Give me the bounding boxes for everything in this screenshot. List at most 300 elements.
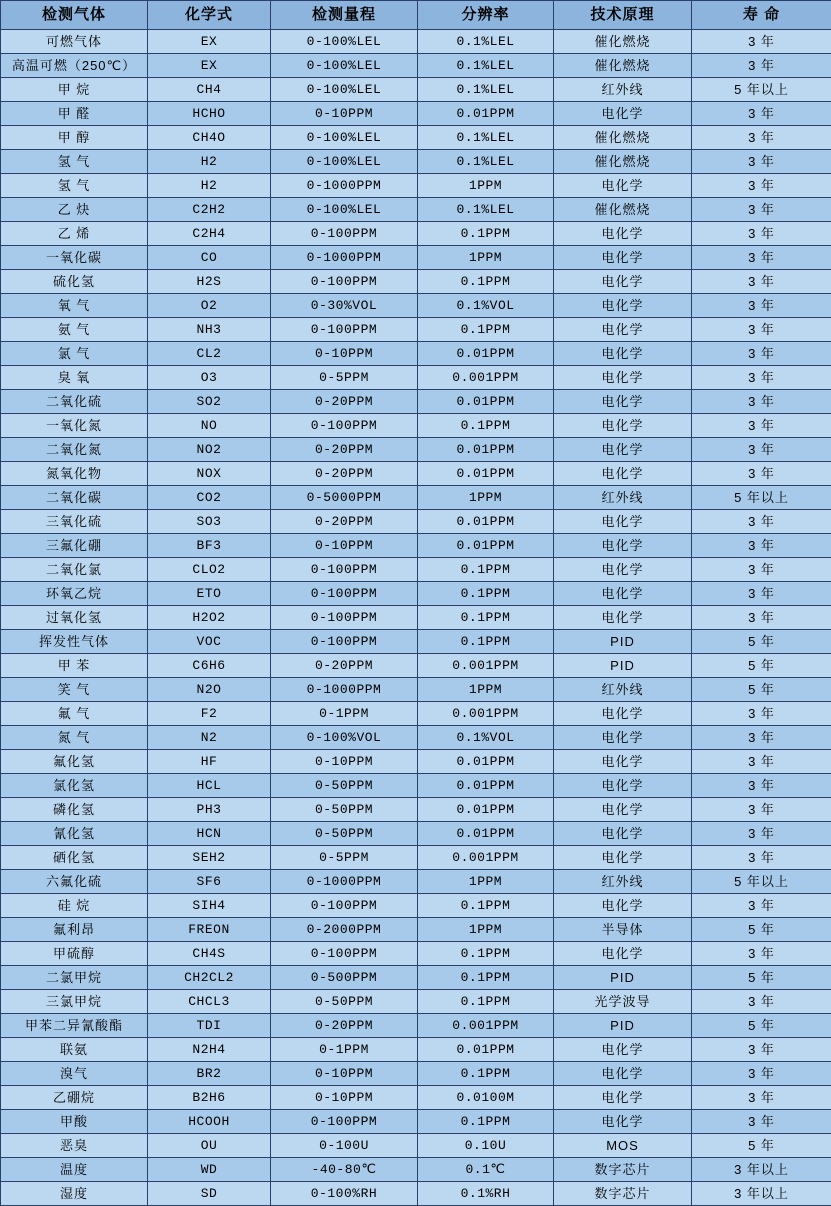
table-row (1, 1086, 831, 1110)
cell-range: 0-10PPM (271, 1062, 418, 1086)
cell-formula: SIH4 (148, 894, 271, 918)
cell-lifetime: 3 年以上 (692, 1158, 831, 1182)
cell-lifetime: 5 年 (692, 918, 831, 942)
cell-lifetime: 3 年 (692, 462, 831, 486)
cell-formula: VOC (148, 630, 271, 654)
cell-principle: 电化学 (554, 342, 692, 366)
cell-lifetime: 5 年以上 (692, 486, 831, 510)
table-row (1, 342, 831, 366)
cell-range: 0-10PPM (271, 102, 418, 126)
cell-gas-name: 溴气 (1, 1062, 148, 1086)
cell-formula: EX (148, 30, 271, 54)
cell-lifetime: 3 年 (692, 1038, 831, 1062)
table-row (1, 1062, 831, 1086)
cell-range: 0-10PPM (271, 534, 418, 558)
cell-gas-name: 高温可燃（250℃） (1, 54, 148, 78)
cell-formula: N2H4 (148, 1038, 271, 1062)
table-row (1, 846, 831, 870)
cell-lifetime: 5 年 (692, 630, 831, 654)
table-row (1, 1158, 831, 1182)
cell-gas-name: 氮氧化物 (1, 462, 148, 486)
cell-range: 0-10PPM (271, 342, 418, 366)
cell-gas-name: 甲 醛 (1, 102, 148, 126)
cell-range: 0-50PPM (271, 822, 418, 846)
cell-range: 0-100%LEL (271, 54, 418, 78)
cell-range: 0-1PPM (271, 702, 418, 726)
cell-principle: 半导体 (554, 918, 692, 942)
cell-resolution: 0.01PPM (418, 342, 554, 366)
cell-lifetime: 3 年 (692, 774, 831, 798)
cell-formula: FREON (148, 918, 271, 942)
cell-resolution: 0.1PPM (418, 606, 554, 630)
cell-formula: H2O2 (148, 606, 271, 630)
cell-formula: SEH2 (148, 846, 271, 870)
cell-lifetime: 3 年 (692, 198, 831, 222)
cell-gas-name: 乙 炔 (1, 198, 148, 222)
cell-gas-name: 环氧乙烷 (1, 582, 148, 606)
cell-range: 0-1PPM (271, 1038, 418, 1062)
table-row (1, 150, 831, 174)
cell-principle: 电化学 (554, 366, 692, 390)
table-row (1, 894, 831, 918)
cell-range: 0-1000PPM (271, 246, 418, 270)
cell-range: 0-20PPM (271, 510, 418, 534)
cell-formula: H2 (148, 150, 271, 174)
cell-formula: NO2 (148, 438, 271, 462)
cell-resolution: 0.1PPM (418, 966, 554, 990)
table-row (1, 942, 831, 966)
cell-gas-name: 氯 气 (1, 342, 148, 366)
cell-gas-name: 三氯甲烷 (1, 990, 148, 1014)
cell-formula: NH3 (148, 318, 271, 342)
table-row (1, 318, 831, 342)
cell-gas-name: 磷化氢 (1, 798, 148, 822)
cell-lifetime: 3 年 (692, 1110, 831, 1134)
cell-principle: 电化学 (554, 1062, 692, 1086)
cell-principle: 电化学 (554, 726, 692, 750)
cell-formula: HCN (148, 822, 271, 846)
cell-range: 0-100PPM (271, 942, 418, 966)
table-row (1, 654, 831, 678)
cell-lifetime: 5 年 (692, 1134, 831, 1158)
cell-lifetime: 3 年 (692, 270, 831, 294)
cell-range: 0-50PPM (271, 774, 418, 798)
cell-principle: 催化燃烧 (554, 198, 692, 222)
cell-lifetime: 5 年 (692, 654, 831, 678)
cell-gas-name: 氟化氢 (1, 750, 148, 774)
cell-formula: PH3 (148, 798, 271, 822)
cell-resolution: 0.0100M (418, 1086, 554, 1110)
table-header (1, 1, 831, 30)
cell-resolution: 0.001PPM (418, 702, 554, 726)
cell-formula: BR2 (148, 1062, 271, 1086)
cell-range: 0-100PPM (271, 270, 418, 294)
cell-formula: N2 (148, 726, 271, 750)
cell-resolution: 0.1%LEL (418, 54, 554, 78)
cell-gas-name: 氢 气 (1, 150, 148, 174)
cell-resolution: 0.01PPM (418, 1038, 554, 1062)
cell-resolution: 0.1℃ (418, 1158, 554, 1182)
cell-resolution: 0.01PPM (418, 438, 554, 462)
cell-formula: B2H6 (148, 1086, 271, 1110)
cell-principle: 电化学 (554, 582, 692, 606)
cell-resolution: 0.1PPM (418, 630, 554, 654)
cell-lifetime: 3 年 (692, 702, 831, 726)
cell-principle: 电化学 (554, 534, 692, 558)
table-row (1, 918, 831, 942)
cell-gas-name: 二氧化硫 (1, 390, 148, 414)
cell-lifetime: 5 年 (692, 678, 831, 702)
column-header-formula: 化学式 (148, 1, 271, 30)
cell-formula: CL2 (148, 342, 271, 366)
cell-resolution: 0.1%LEL (418, 126, 554, 150)
table-row (1, 246, 831, 270)
cell-gas-name: 氮 气 (1, 726, 148, 750)
cell-range: 0-10PPM (271, 1086, 418, 1110)
table-row (1, 222, 831, 246)
cell-principle: 电化学 (554, 270, 692, 294)
cell-resolution: 0.1PPM (418, 990, 554, 1014)
cell-lifetime: 3 年 (692, 822, 831, 846)
cell-formula: WD (148, 1158, 271, 1182)
cell-lifetime: 3 年 (692, 366, 831, 390)
cell-formula: CLO2 (148, 558, 271, 582)
cell-formula: TDI (148, 1014, 271, 1038)
cell-gas-name: 氧 气 (1, 294, 148, 318)
cell-lifetime: 3 年 (692, 174, 831, 198)
cell-gas-name: 过氧化氢 (1, 606, 148, 630)
cell-range: 0-100U (271, 1134, 418, 1158)
cell-resolution: 0.1%LEL (418, 30, 554, 54)
cell-principle: 电化学 (554, 702, 692, 726)
table-row (1, 462, 831, 486)
cell-principle: 红外线 (554, 486, 692, 510)
cell-principle: PID (554, 630, 692, 654)
cell-resolution: 0.01PPM (418, 534, 554, 558)
column-header-principle: 技术原理 (554, 1, 692, 30)
cell-resolution: 0.01PPM (418, 510, 554, 534)
cell-resolution: 1PPM (418, 678, 554, 702)
cell-range: 0-20PPM (271, 462, 418, 486)
cell-principle: 电化学 (554, 1086, 692, 1110)
cell-lifetime: 3 年 (692, 126, 831, 150)
cell-range: 0-20PPM (271, 654, 418, 678)
cell-range: 0-5000PPM (271, 486, 418, 510)
cell-resolution: 1PPM (418, 174, 554, 198)
cell-principle: 电化学 (554, 942, 692, 966)
cell-range: 0-100%LEL (271, 30, 418, 54)
table-row (1, 1134, 831, 1158)
cell-resolution: 0.01PPM (418, 102, 554, 126)
cell-range: 0-1000PPM (271, 174, 418, 198)
cell-resolution: 0.1%VOL (418, 726, 554, 750)
cell-formula: O2 (148, 294, 271, 318)
cell-lifetime: 3 年 (692, 750, 831, 774)
cell-resolution: 0.001PPM (418, 1014, 554, 1038)
cell-resolution: 0.1%LEL (418, 78, 554, 102)
cell-gas-name: 甲 烷 (1, 78, 148, 102)
cell-principle: 电化学 (554, 1038, 692, 1062)
cell-lifetime: 3 年 (692, 894, 831, 918)
cell-range: 0-20PPM (271, 438, 418, 462)
cell-formula: C6H6 (148, 654, 271, 678)
cell-resolution: 0.1PPM (418, 1062, 554, 1086)
cell-resolution: 0.1PPM (418, 318, 554, 342)
cell-lifetime: 5 年以上 (692, 78, 831, 102)
table-row (1, 870, 831, 894)
cell-range: 0-100%LEL (271, 126, 418, 150)
cell-gas-name: 甲 醇 (1, 126, 148, 150)
cell-principle: 电化学 (554, 510, 692, 534)
table-row (1, 1110, 831, 1134)
cell-resolution: 0.10U (418, 1134, 554, 1158)
cell-range: 0-100PPM (271, 630, 418, 654)
cell-resolution: 0.1%LEL (418, 150, 554, 174)
cell-resolution: 0.01PPM (418, 774, 554, 798)
table-row (1, 30, 831, 54)
table-row (1, 558, 831, 582)
cell-range: 0-20PPM (271, 1014, 418, 1038)
cell-range: 0-1000PPM (271, 678, 418, 702)
cell-formula: SF6 (148, 870, 271, 894)
cell-resolution: 0.01PPM (418, 390, 554, 414)
cell-lifetime: 3 年 (692, 342, 831, 366)
cell-principle: 催化燃烧 (554, 30, 692, 54)
cell-formula: SO3 (148, 510, 271, 534)
cell-resolution: 1PPM (418, 246, 554, 270)
cell-range: 0-5PPM (271, 846, 418, 870)
cell-range: 0-1000PPM (271, 870, 418, 894)
cell-gas-name: 一氧化氮 (1, 414, 148, 438)
cell-gas-name: 温度 (1, 1158, 148, 1182)
cell-lifetime: 3 年 (692, 942, 831, 966)
cell-principle: 电化学 (554, 798, 692, 822)
cell-gas-name: 氢 气 (1, 174, 148, 198)
cell-gas-name: 三氧化硫 (1, 510, 148, 534)
cell-formula: SD (148, 1182, 271, 1206)
table-row (1, 750, 831, 774)
cell-resolution: 0.1PPM (418, 1110, 554, 1134)
table-row (1, 102, 831, 126)
cell-formula: NOX (148, 462, 271, 486)
cell-gas-name: 硅 烷 (1, 894, 148, 918)
table-row (1, 366, 831, 390)
cell-gas-name: 氯化氢 (1, 774, 148, 798)
cell-principle: PID (554, 966, 692, 990)
cell-formula: EX (148, 54, 271, 78)
cell-range: 0-100PPM (271, 318, 418, 342)
cell-principle: 红外线 (554, 870, 692, 894)
cell-principle: 电化学 (554, 390, 692, 414)
cell-gas-name: 二氧化碳 (1, 486, 148, 510)
table-row (1, 198, 831, 222)
table-row (1, 966, 831, 990)
cell-gas-name: 挥发性气体 (1, 630, 148, 654)
cell-range: 0-100PPM (271, 558, 418, 582)
cell-range: 0-100PPM (271, 222, 418, 246)
cell-range: 0-20PPM (271, 390, 418, 414)
cell-resolution: 1PPM (418, 870, 554, 894)
cell-lifetime: 3 年 (692, 1086, 831, 1110)
cell-lifetime: 3 年 (692, 726, 831, 750)
cell-resolution: 0.01PPM (418, 822, 554, 846)
cell-formula: NO (148, 414, 271, 438)
column-header-gas: 检测气体 (1, 1, 148, 30)
cell-resolution: 0.1%LEL (418, 198, 554, 222)
cell-lifetime: 3 年 (692, 30, 831, 54)
cell-resolution: 0.01PPM (418, 798, 554, 822)
table-row (1, 798, 831, 822)
table-row (1, 606, 831, 630)
cell-lifetime: 3 年 (692, 798, 831, 822)
cell-gas-name: 联氨 (1, 1038, 148, 1062)
cell-formula: CH2CL2 (148, 966, 271, 990)
cell-principle: PID (554, 1014, 692, 1038)
cell-lifetime: 3 年 (692, 510, 831, 534)
cell-formula: CHCL3 (148, 990, 271, 1014)
cell-gas-name: 氰化氢 (1, 822, 148, 846)
cell-formula: HCOOH (148, 1110, 271, 1134)
cell-principle: PID (554, 654, 692, 678)
cell-formula: H2 (148, 174, 271, 198)
cell-range: 0-500PPM (271, 966, 418, 990)
cell-formula: O3 (148, 366, 271, 390)
cell-range: 0-100PPM (271, 414, 418, 438)
table-row (1, 582, 831, 606)
cell-gas-name: 湿度 (1, 1182, 148, 1206)
table-row (1, 510, 831, 534)
cell-gas-name: 六氟化硫 (1, 870, 148, 894)
cell-principle: 催化燃烧 (554, 126, 692, 150)
cell-lifetime: 3 年 (692, 54, 831, 78)
cell-lifetime: 3 年 (692, 1062, 831, 1086)
cell-principle: 电化学 (554, 1110, 692, 1134)
table-row (1, 678, 831, 702)
cell-range: 0-10PPM (271, 750, 418, 774)
cell-formula: HCHO (148, 102, 271, 126)
table-row (1, 702, 831, 726)
cell-principle: 电化学 (554, 774, 692, 798)
cell-gas-name: 乙 烯 (1, 222, 148, 246)
cell-lifetime: 5 年 (692, 1014, 831, 1038)
cell-lifetime: 5 年以上 (692, 870, 831, 894)
cell-resolution: 0.001PPM (418, 846, 554, 870)
cell-range: 0-100PPM (271, 606, 418, 630)
table-row (1, 726, 831, 750)
cell-gas-name: 可燃气体 (1, 30, 148, 54)
cell-lifetime: 3 年 (692, 246, 831, 270)
cell-lifetime: 3 年以上 (692, 1182, 831, 1206)
cell-principle: 电化学 (554, 294, 692, 318)
table-row (1, 534, 831, 558)
cell-gas-name: 二氧化氮 (1, 438, 148, 462)
cell-principle: 电化学 (554, 894, 692, 918)
cell-formula: C2H4 (148, 222, 271, 246)
cell-gas-name: 笑 气 (1, 678, 148, 702)
cell-formula: SO2 (148, 390, 271, 414)
cell-resolution: 1PPM (418, 918, 554, 942)
cell-formula: HCL (148, 774, 271, 798)
cell-range: 0-2000PPM (271, 918, 418, 942)
cell-gas-name: 硒化氢 (1, 846, 148, 870)
table-row (1, 174, 831, 198)
cell-resolution: 0.1%VOL (418, 294, 554, 318)
cell-formula: ETO (148, 582, 271, 606)
cell-formula: C2H2 (148, 198, 271, 222)
cell-gas-name: 甲酸 (1, 1110, 148, 1134)
cell-principle: 催化燃烧 (554, 150, 692, 174)
cell-formula: OU (148, 1134, 271, 1158)
cell-lifetime: 3 年 (692, 102, 831, 126)
cell-gas-name: 一氧化碳 (1, 246, 148, 270)
cell-gas-name: 乙硼烷 (1, 1086, 148, 1110)
cell-lifetime: 3 年 (692, 438, 831, 462)
table-row (1, 990, 831, 1014)
cell-formula: CH4 (148, 78, 271, 102)
cell-gas-name: 甲 苯 (1, 654, 148, 678)
cell-gas-name: 甲硫醇 (1, 942, 148, 966)
cell-principle: 电化学 (554, 750, 692, 774)
cell-resolution: 0.1PPM (418, 582, 554, 606)
cell-resolution: 0.1PPM (418, 414, 554, 438)
cell-principle: 电化学 (554, 318, 692, 342)
table-row (1, 78, 831, 102)
table-body (1, 30, 831, 1206)
cell-formula: H2S (148, 270, 271, 294)
cell-gas-name: 氟 气 (1, 702, 148, 726)
cell-range: 0-100%VOL (271, 726, 418, 750)
cell-formula: F2 (148, 702, 271, 726)
cell-gas-name: 臭 氧 (1, 366, 148, 390)
table-row (1, 1014, 831, 1038)
table-row (1, 486, 831, 510)
cell-lifetime: 3 年 (692, 150, 831, 174)
cell-principle: 电化学 (554, 846, 692, 870)
cell-principle: 催化燃烧 (554, 54, 692, 78)
table-row (1, 414, 831, 438)
cell-lifetime: 3 年 (692, 534, 831, 558)
cell-resolution: 0.001PPM (418, 654, 554, 678)
table-row (1, 438, 831, 462)
cell-principle: 电化学 (554, 222, 692, 246)
cell-principle: 电化学 (554, 558, 692, 582)
cell-gas-name: 二氯甲烷 (1, 966, 148, 990)
cell-range: 0-100%LEL (271, 198, 418, 222)
cell-principle: MOS (554, 1134, 692, 1158)
cell-formula: HF (148, 750, 271, 774)
cell-principle: 电化学 (554, 462, 692, 486)
cell-range: 0-30%VOL (271, 294, 418, 318)
cell-principle: 光学波导 (554, 990, 692, 1014)
cell-lifetime: 3 年 (692, 990, 831, 1014)
cell-lifetime: 3 年 (692, 222, 831, 246)
cell-range: 0-100%RH (271, 1182, 418, 1206)
cell-resolution: 0.1PPM (418, 894, 554, 918)
cell-principle: 数字芯片 (554, 1158, 692, 1182)
cell-principle: 红外线 (554, 78, 692, 102)
table-row (1, 126, 831, 150)
cell-principle: 电化学 (554, 438, 692, 462)
cell-gas-name: 氟利昂 (1, 918, 148, 942)
cell-range: 0-100PPM (271, 894, 418, 918)
cell-gas-name: 三氟化硼 (1, 534, 148, 558)
cell-range: 0-100PPM (271, 1110, 418, 1134)
cell-range: -40-80℃ (271, 1158, 418, 1182)
column-header-range: 检测量程 (271, 1, 418, 30)
table-row (1, 54, 831, 78)
cell-gas-name: 硫化氢 (1, 270, 148, 294)
cell-formula: BF3 (148, 534, 271, 558)
